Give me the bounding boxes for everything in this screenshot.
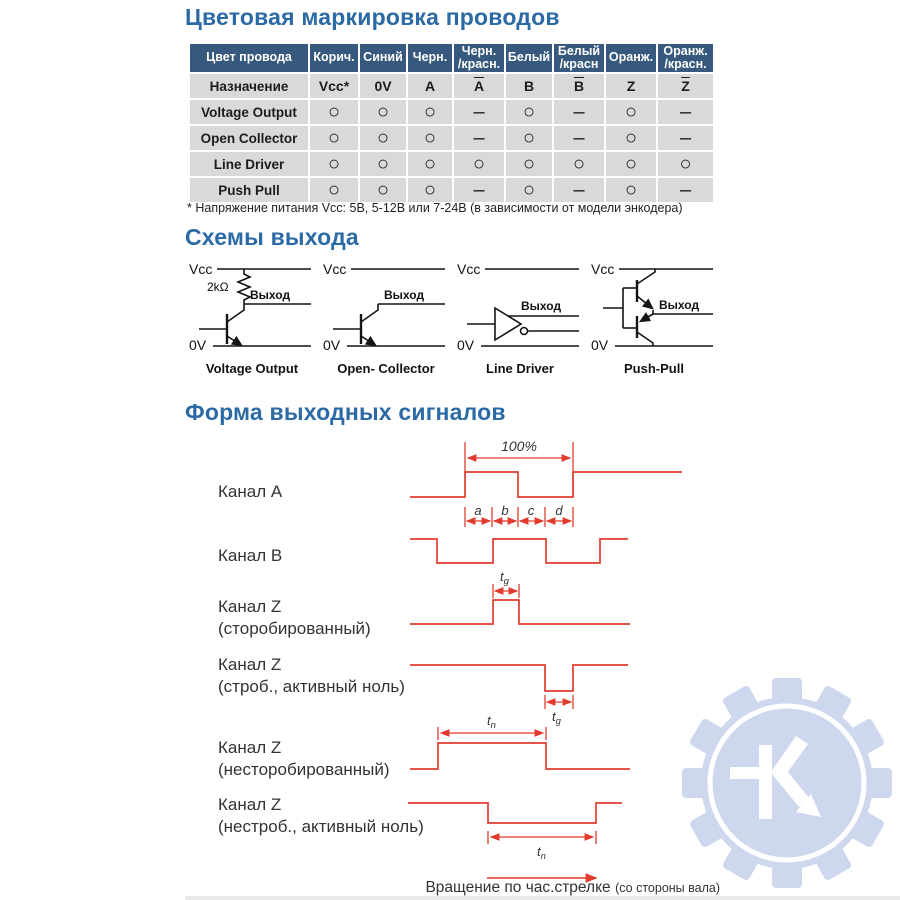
mark-cell: – xyxy=(554,126,604,150)
timing-diagram xyxy=(398,432,720,887)
channel-z-gated-label: Канал Z (сторобированный) xyxy=(218,597,371,638)
vcc-label: Vcc xyxy=(591,261,615,277)
mark-cell: ○ xyxy=(360,126,406,150)
vcc-footnote: * Напряжение питания Vcc: 5В, 5-12В или 7-24В (в зависимости от модели энкодера) xyxy=(187,201,683,215)
mark-cell: – xyxy=(454,126,504,150)
channel-b-label: Канал B xyxy=(218,546,283,565)
mark-cell: – xyxy=(658,100,713,124)
designation-row xyxy=(190,74,713,98)
header-cell: Белый /красн xyxy=(554,44,604,72)
mark-cell: ○ xyxy=(310,100,358,124)
mark-cell: ○ xyxy=(408,152,452,176)
mark-cell: ○ xyxy=(310,178,358,202)
row-label: Open Collector xyxy=(190,126,308,150)
table-row-open-collector xyxy=(190,126,713,150)
header-cell: Оранж. /красн. xyxy=(658,44,713,72)
table-row-push-pull xyxy=(190,178,713,202)
header-cell: Оранж. xyxy=(606,44,656,72)
mark-cell: – xyxy=(454,100,504,124)
mark-cell: – xyxy=(554,100,604,124)
header-cell: Белый xyxy=(506,44,552,72)
mark-cell: ○ xyxy=(408,126,452,150)
segment-c-label: c xyxy=(527,503,535,518)
table-row-line-driver xyxy=(190,152,713,176)
mark-cell: ○ xyxy=(606,100,656,124)
segment-d-label: d xyxy=(555,503,563,518)
tg-label: $t_g$ xyxy=(552,709,561,727)
circuit-line-driver xyxy=(455,258,585,376)
circuit-caption: Voltage Output xyxy=(205,361,299,376)
designation-cell-inverted-a: $\overline{A}$ xyxy=(454,74,504,98)
vcc-label: Vcc xyxy=(189,261,213,277)
period-100-label: 100% xyxy=(501,438,537,454)
section-title-output-circuits: Схемы выхода xyxy=(185,224,359,250)
vcc-label: Vcc xyxy=(457,261,481,277)
page-content xyxy=(185,0,720,900)
table-header-row xyxy=(190,44,713,72)
mark-cell: ○ xyxy=(360,178,406,202)
mark-cell: ○ xyxy=(360,100,406,124)
wire-color-table xyxy=(188,42,715,204)
designation-cell-inverted-z: $\overline{Z}$ xyxy=(658,74,713,98)
mark-cell: ○ xyxy=(360,152,406,176)
tg-label: $t_g$ xyxy=(500,569,509,587)
designation-cell: 0V xyxy=(360,74,406,98)
circuit-caption: Push-Pull xyxy=(624,361,684,376)
designation-cell: Z xyxy=(606,74,656,98)
waveforms-block xyxy=(185,432,720,900)
resistor-label: 2kΩ xyxy=(207,280,229,294)
gnd-label: 0V xyxy=(591,337,609,353)
channel-a-label: Канал A xyxy=(218,482,283,501)
mark-cell: ○ xyxy=(408,100,452,124)
channel-z-gated-active-low-label: Канал Z (строб., активный ноль) xyxy=(218,655,405,696)
gnd-label: 0V xyxy=(323,337,341,353)
rotation-caption: Вращение по час.стрелке (со стороны вала) xyxy=(425,879,720,896)
header-cell: Черн. xyxy=(408,44,452,72)
mark-cell: ○ xyxy=(606,178,656,202)
mark-cell: – xyxy=(658,178,713,202)
circuit-diagram-line-driver xyxy=(455,258,585,354)
row-label: Voltage Output xyxy=(190,100,308,124)
header-cell: Корич. xyxy=(310,44,358,72)
output-label: Выход xyxy=(384,288,425,302)
circuit-caption: Line Driver xyxy=(486,361,554,376)
section-title-signal-waveforms: Форма выходных сигналов xyxy=(185,399,506,425)
mark-cell: ○ xyxy=(658,152,713,176)
tn-label: $t_n$ xyxy=(487,713,496,731)
circuit-diagram-voltage-output xyxy=(187,258,317,354)
vcc-label: Vcc xyxy=(323,261,347,277)
channel-z-ungated-label: Канал Z (несторобированный) xyxy=(218,738,390,779)
output-circuits-row xyxy=(187,258,719,376)
segment-b-label: b xyxy=(501,503,509,518)
tn-label: $t_n$ xyxy=(537,844,546,862)
gnd-label: 0V xyxy=(189,337,207,353)
segment-a-label: a xyxy=(474,503,482,518)
mark-cell: ○ xyxy=(506,100,552,124)
designation-cell-inverted-b: $\overline{B}$ xyxy=(554,74,604,98)
header-cell: Черн. /красн. xyxy=(454,44,504,72)
output-label: Выход xyxy=(659,298,700,312)
designation-cell: A xyxy=(408,74,452,98)
mark-cell: ○ xyxy=(506,126,552,150)
table-row-voltage-output xyxy=(190,100,713,124)
mark-cell: ○ xyxy=(506,152,552,176)
mark-cell: ○ xyxy=(554,152,604,176)
mark-cell: – xyxy=(554,178,604,202)
mark-cell: – xyxy=(454,178,504,202)
mark-cell: ○ xyxy=(506,178,552,202)
circuit-diagram-push-pull xyxy=(589,258,719,354)
header-cell: Цвет провода xyxy=(190,44,308,72)
gnd-label: 0V xyxy=(457,337,475,353)
mark-cell: ○ xyxy=(606,152,656,176)
designation-cell: B xyxy=(506,74,552,98)
header-cell: Синий xyxy=(360,44,406,72)
mark-cell: – xyxy=(658,126,713,150)
circuit-push-pull xyxy=(589,258,719,376)
mark-cell: ○ xyxy=(408,178,452,202)
mark-cell: ○ xyxy=(454,152,504,176)
section-title-wire-colors: Цветовая маркировка проводов xyxy=(185,4,560,30)
channel-z-ungated-active-low-label: Канал Z (нестроб., активный ноль) xyxy=(218,795,424,836)
mark-cell: ○ xyxy=(606,126,656,150)
output-label: Выход xyxy=(521,299,562,313)
row-label: Line Driver xyxy=(190,152,308,176)
circuit-caption: Open- Collector xyxy=(337,361,435,376)
row-label: Назначение xyxy=(190,74,308,98)
output-label: Выход xyxy=(250,288,291,302)
designation-cell: Vcc* xyxy=(310,74,358,98)
mark-cell: ○ xyxy=(310,152,358,176)
circuit-diagram-open-collector xyxy=(321,258,451,354)
mark-cell: ○ xyxy=(310,126,358,150)
row-label: Push Pull xyxy=(190,178,308,202)
section-divider xyxy=(185,896,900,900)
circuit-voltage-output xyxy=(187,258,317,376)
circuit-open-collector xyxy=(321,258,451,376)
